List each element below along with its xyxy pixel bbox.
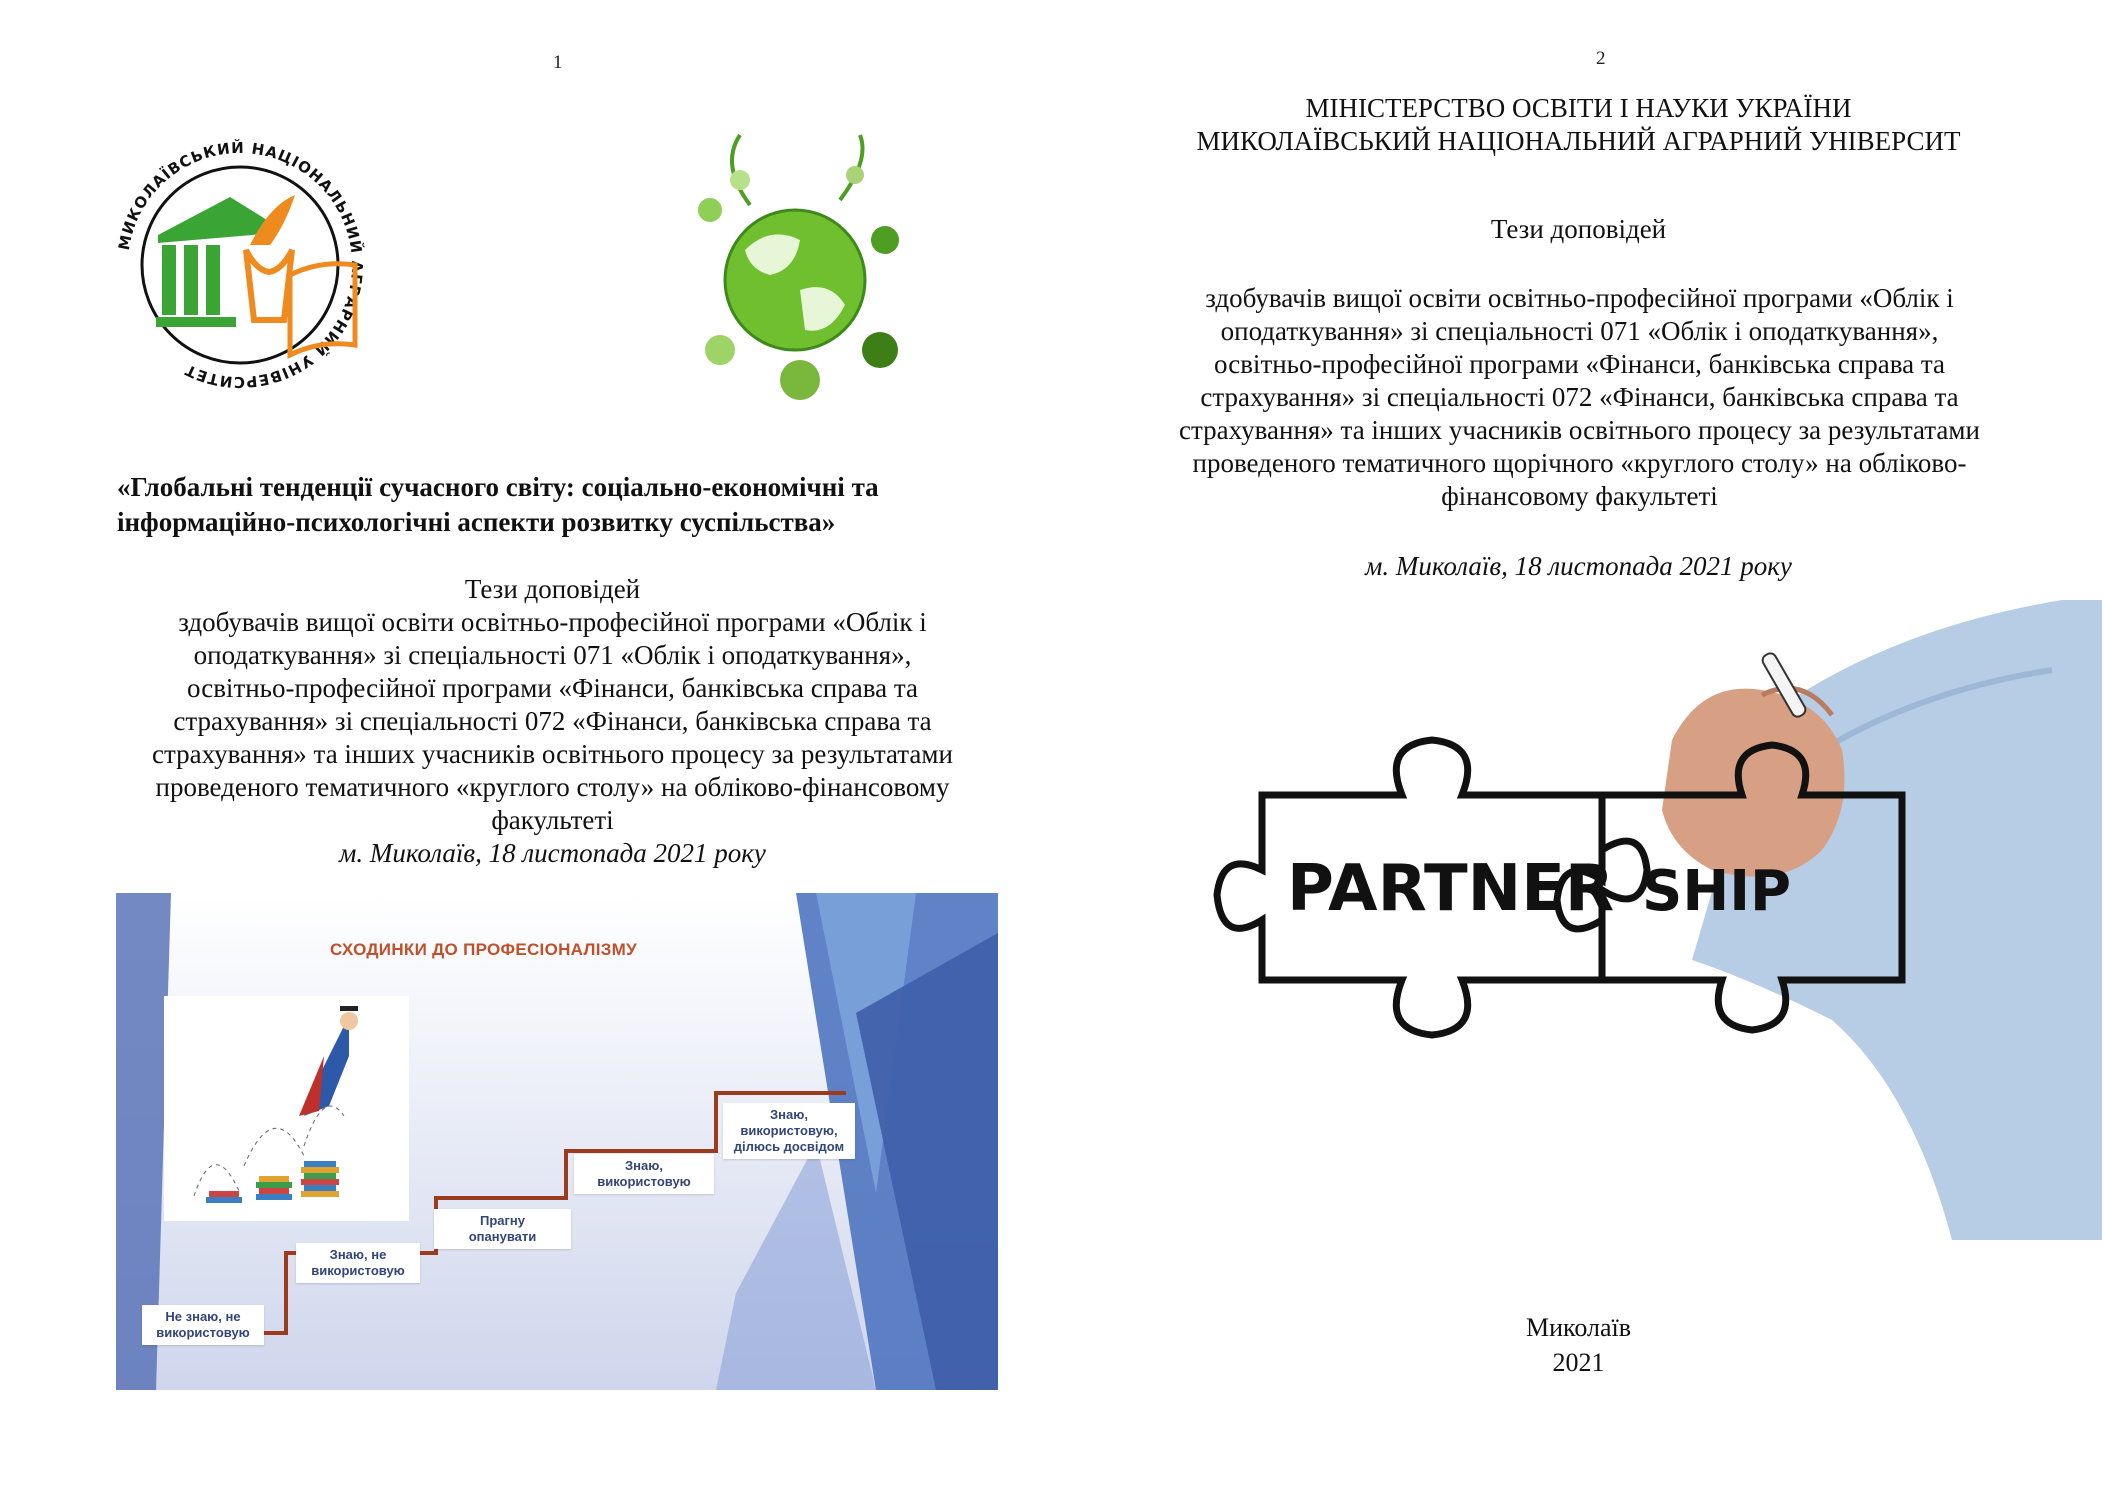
step-text: Не знаю, не	[165, 1309, 241, 1324]
step-3	[434, 1209, 571, 1249]
description-line: здобувачів вищої освіти освітньо-професійної програми «Облік і	[1205, 283, 1954, 313]
page-number: 1	[553, 52, 563, 73]
left-page	[0, 0, 1052, 1492]
partnership-puzzle-image	[1202, 600, 2102, 1240]
superhero-illustration	[164, 996, 409, 1221]
description-line: страхування» та інших учасників освітнього процесу за результатами	[1179, 415, 1980, 445]
puzzle-word-partner: PARTNER	[1287, 852, 1615, 926]
description-line: оподаткування» зі спеціальності 071 «Облік і оподаткування»,	[1220, 316, 1939, 346]
university-logo	[100, 125, 380, 405]
year: 2021	[1552, 1348, 1605, 1377]
description-line: страхування» зі спеціальності 072 «Фінанси, банківська справа та	[1200, 382, 1959, 412]
description-line: оподаткування» зі спеціальності 071 «Облік і оподаткування»,	[193, 640, 912, 670]
description-line: страхування» та інших учасників освітнього процесу за результатами	[152, 739, 953, 769]
green-globe-illustration	[650, 120, 950, 420]
description-line: здобувачів вищої освіти освітньо-професійної програми «Облік і	[178, 607, 927, 637]
puzzle-word-ship: SHIP	[1642, 859, 1792, 924]
place-date: м. Миколаїв, 18 листопада 2021 року	[1365, 551, 1792, 581]
place-date: м. Миколаїв, 18 листопада 2021 року	[339, 838, 766, 868]
description-block	[1152, 282, 2007, 513]
right-page	[1052, 0, 2105, 1492]
staircase-slide	[116, 893, 998, 1390]
ministry-header	[1052, 92, 2105, 158]
description-line: освітньо-професійної програми «Фінанси, банківська справа та	[187, 673, 918, 703]
conference-title-line: «Глобальні тенденції сучасного світу: соціально-економічні та	[117, 472, 879, 502]
step-5	[723, 1103, 855, 1159]
step-4	[574, 1154, 714, 1194]
step-text: використовую	[156, 1325, 250, 1340]
step-text: Знаю,	[625, 1158, 663, 1173]
ministry-line: МІНІСТЕРСТВО ОСВІТИ І НАУКИ УКРАЇНИ	[1305, 93, 1852, 123]
step-text: ділюсь досвідом	[733, 1139, 845, 1154]
step-text: Знаю, не	[329, 1247, 387, 1262]
description-line: страхування» зі спеціальності 072 «Фінанси, банківська справа та	[173, 706, 932, 736]
footer-imprint	[1052, 1310, 2105, 1380]
city: Миколаїв	[1525, 1313, 1631, 1342]
university-line: МИКОЛАЇВСЬКИЙ НАЦІОНАЛЬНИЙ АГРАРНИЙ УНІВЕРСИТ	[1196, 126, 1961, 156]
step-text: використовую,	[740, 1123, 838, 1138]
description-line: освітньо-професійної програми «Фінанси, банківська справа та	[1214, 349, 1945, 379]
slide-title: СХОДИНКИ ДО ПРОФЕСІОНАЛІЗМУ	[329, 940, 638, 959]
page-number: 2	[1596, 48, 1606, 69]
thesis-heading: Тези доповідей	[464, 574, 641, 604]
step-text: використовую	[597, 1174, 691, 1189]
description-line: проведеного тематичного щорічного «круглого столу» на обліково-	[1192, 448, 1967, 478]
conference-title	[117, 470, 1017, 540]
step-text: Прагну	[479, 1213, 525, 1228]
superhero-graduate-icon	[164, 996, 409, 1221]
thesis-block	[100, 573, 1005, 870]
step-text: опанувати	[468, 1229, 537, 1244]
step-1	[142, 1305, 264, 1345]
description-line: фінансовому факультеті	[1441, 481, 1718, 511]
description-line: факультеті	[491, 805, 614, 835]
step-text: використовую	[311, 1263, 405, 1278]
logo-ring-text: МИКОЛАЇВСЬКИЙ НАЦІОНАЛЬНИЙ АГРАРНИЙ УНІВЕРСИТЕТ	[114, 138, 367, 392]
step-2	[296, 1243, 420, 1283]
thesis-heading: Тези доповідей	[1490, 214, 1667, 244]
step-text: Знаю,	[770, 1107, 808, 1122]
conference-title-line: інформаційно-психологічні аспекти розвитку суспільства»	[117, 507, 836, 537]
description-line: проведеного тематичного «круглого столу» на обліково-фінансовому	[155, 772, 950, 802]
